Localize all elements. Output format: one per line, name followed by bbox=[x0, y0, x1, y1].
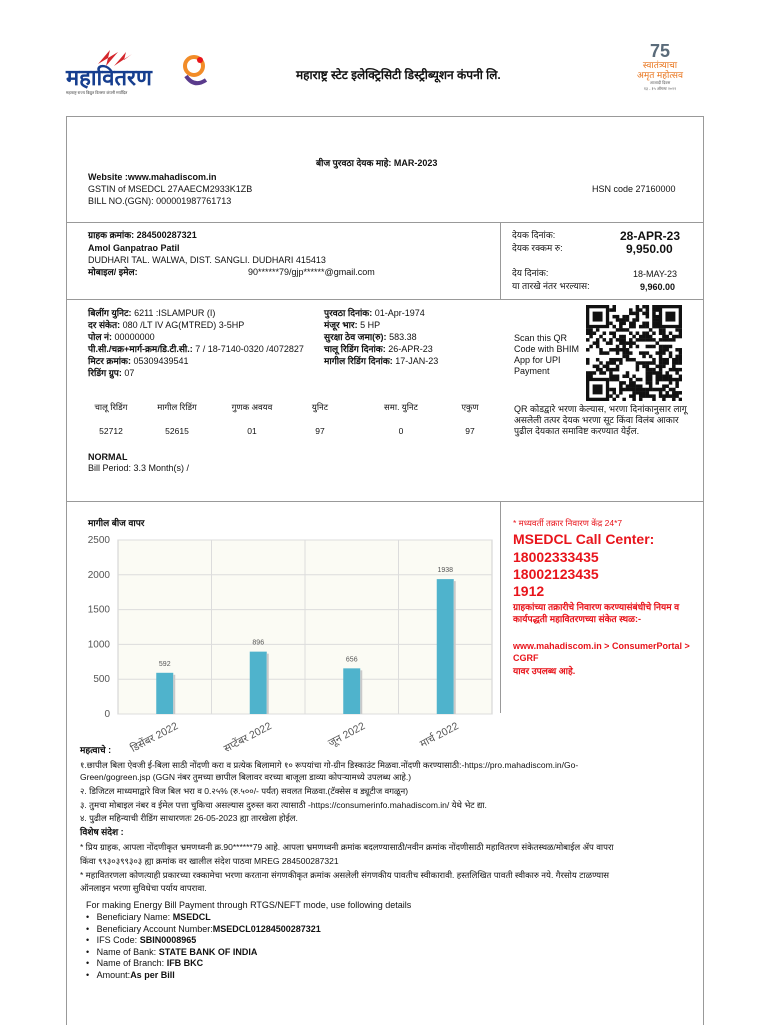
y-tick-label: 0 bbox=[104, 709, 110, 720]
important-line: Green/gogreen.jsp (GGN नंबर तुमच्या छापील बिलावर वरच्या बाजूला डाव्या कोपऱ्यामध्ये उपलब्ध आहे.) bbox=[80, 772, 412, 782]
bill-amount-label: देयक रक्कम रु: bbox=[512, 243, 563, 253]
consumption-chart bbox=[76, 530, 496, 756]
mahavitaran-logo bbox=[66, 40, 226, 100]
data-label: 1938 bbox=[437, 567, 454, 575]
reading-value: 01 bbox=[247, 426, 257, 436]
bill-title: बीज पुरवठा देयक माहे: MAR-2023 bbox=[316, 158, 438, 168]
hsn-code: HSN code 27160000 bbox=[592, 184, 676, 194]
list-item: • Name of Branch: IFB BKC bbox=[86, 958, 204, 968]
y-tick-label: 2000 bbox=[87, 569, 110, 581]
website: Website :www.mahadiscom.in bbox=[88, 172, 217, 182]
data-label: 896 bbox=[252, 639, 265, 647]
readings-table bbox=[80, 402, 500, 446]
upi-qr-code-icon[interactable] bbox=[586, 305, 682, 401]
sanctioned-load: मंजूर भार: 5 HP bbox=[324, 320, 381, 330]
reading-header: मागील रिडिंग bbox=[157, 402, 197, 412]
mobile-label: मोबाइल/ इमेल: bbox=[88, 267, 138, 277]
divider bbox=[500, 222, 501, 299]
reading-group: रिडिंग ग्रुप: 07 bbox=[88, 368, 135, 378]
grievance-rules-text: ग्राहकांच्या तक्रारीचे निवारण करण्यासंबंधीचे नियम व कार्यपद्धती महावितरणच्या संकेत स्थळ:- bbox=[513, 602, 680, 624]
available-text: यावर उपलब्ध आहे. bbox=[513, 666, 576, 676]
list-item: • Beneficiary Name: MSEDCL bbox=[86, 912, 211, 922]
divider bbox=[66, 222, 703, 223]
bar-shadow bbox=[173, 675, 175, 714]
amrit-line-3: आजादी दिवस bbox=[649, 80, 671, 85]
bar bbox=[343, 668, 360, 714]
header bbox=[0, 0, 768, 116]
current-reading-date: चालू रिडिंग दिनांक: 26-APR-23 bbox=[324, 344, 433, 354]
bar bbox=[437, 579, 454, 714]
logo-tagline: महाराष्ट्र राज्य विद्युत वितरण कंपनी मर्यादित bbox=[66, 90, 128, 95]
reading-header: चालू रिडिंग bbox=[94, 402, 128, 412]
bar-shadow bbox=[267, 654, 269, 714]
chart-title: मागील बीज वापर bbox=[88, 518, 145, 528]
y-tick-label: 500 bbox=[93, 674, 110, 686]
amrit-line-1: स्वातंत्र्याचा bbox=[642, 60, 678, 70]
callcenter-number[interactable]: 1912 bbox=[513, 583, 545, 599]
x-tick-label: सप्टेंबर 2022 bbox=[221, 720, 274, 756]
reading-value: 97 bbox=[315, 426, 325, 436]
special-heading: विशेष संदेश : bbox=[80, 827, 124, 837]
important-line: ४. पुढील महिन्याची रीडिंग साधारणतः 26-05-2023 ह्या तारखेला होईल. bbox=[80, 813, 298, 823]
bill-date: 28-APR-23 bbox=[620, 229, 681, 243]
supply-date: पुरवठा दिनांक: 01-Apr-1974 bbox=[324, 308, 425, 318]
bill-date-label: देयक दिनांक: bbox=[512, 230, 556, 240]
list-item: • Beneficiary Account Number:MSEDCL01284500287321 bbox=[86, 923, 321, 934]
rtgs-intro: For making Energy Bill Payment through RTGS/NEFT mode, use following details bbox=[86, 900, 412, 910]
billing-unit: बिलींग युनिट: 6211 :ISLAMPUR (I) bbox=[88, 308, 216, 318]
special-line: किंवा ९९३०३९९३०३ ह्या क्रमांक वर खालील संदेश पाठवा MREG 284500287321 bbox=[80, 856, 339, 866]
reading-header: युनिट bbox=[311, 402, 329, 412]
due-date-label: देय दिनांक: bbox=[512, 268, 549, 278]
amrit-line-4: १३ - १५ ऑगस्ट २०२२ bbox=[643, 86, 677, 91]
grievance-note: * मध्यवर्ती तक्रार निवारण केंद्र 24*7 bbox=[513, 518, 623, 528]
bar-shadow bbox=[454, 581, 456, 714]
special-line: ऑनलाइन भरणा सुविधेचा पर्याय वापरावा. bbox=[80, 883, 207, 893]
bill-number: BILL NO.(GGN): 000001987761713 bbox=[88, 196, 232, 206]
after-due-amount: 9,960.00 bbox=[640, 282, 676, 292]
reading-status: NORMAL bbox=[88, 452, 128, 462]
x-tick-label: मार्च 2022 bbox=[417, 720, 461, 751]
previous-reading-date: मागील रिडिंग दिनांक: 17-JAN-23 bbox=[324, 356, 439, 366]
logo-text: महावितरण bbox=[66, 65, 152, 90]
bar bbox=[250, 652, 267, 714]
list-item: • Amount:As per Bill bbox=[86, 969, 175, 980]
divider bbox=[500, 501, 501, 713]
divider bbox=[66, 299, 703, 300]
consumer-number: ग्राहक क्रमांक: 284500287321 bbox=[88, 230, 197, 240]
pc-route-dtc: पी.सी./चक्र+मार्ग-क्रम/डि.टी.सी.: 7 / 18-7140-0320 /4072827 bbox=[88, 344, 304, 354]
data-label: 592 bbox=[158, 660, 171, 668]
important-line: ३. तुमचा मोबाइल नंबर व ईमेल पत्ता चुकिचा असल्यास दुरुस्त करा त्यासाठी -https://consumerinfo.mahadiscom.in/ येथे भेट द्या. bbox=[80, 800, 487, 810]
callcenter-title: MSEDCL Call Center: bbox=[513, 531, 655, 547]
mobile-value: 90******79/gjp******@gmail.com bbox=[248, 267, 375, 277]
reading-value: 52712 bbox=[99, 426, 123, 436]
gstin: GSTIN of MSEDCL 27AAECM2933K1ZB bbox=[88, 184, 253, 194]
amrit-mahotsav-logo bbox=[620, 42, 700, 102]
consumer-name: Amol Ganpatrao Patil bbox=[88, 243, 180, 253]
special-line: * प्रिय ग्राहक, आपला नोंदणीकृत भ्रमणध्वनी क्र.90******79 आहे. आपला भ्रमणध्वनी क्रमांक बदलण्यासाठी/नवीन क्रमांक नोंदणीसाठी महावितरण संकेतस्थळ/मोबाईल ॲप वापरा bbox=[80, 842, 614, 852]
x-tick-label: डिसेंबर 2022 bbox=[128, 720, 181, 756]
security-deposit: सुरक्षा ठेव जमा(रु): 583.38 bbox=[324, 332, 417, 342]
important-line: २. डिजिटल माध्यमाद्वारे विज बिल भरा व 0.२५% (रु.५००/- पर्यंत) सवलत मिळवा.(टॅक्सेस व ड्यूटीज वगळून) bbox=[80, 786, 409, 796]
reading-value: 52615 bbox=[165, 426, 189, 436]
divider bbox=[66, 501, 703, 502]
qr-scan-text: Scan this QR Code with BHIM App for UPI Payment bbox=[514, 333, 580, 376]
cgrf-link[interactable]: www.mahadiscom.in > ConsumerPortal > CGRF bbox=[513, 641, 690, 663]
bill-period: Bill Period: 3.3 Month(s) / bbox=[88, 463, 190, 473]
qr-note: QR कोडद्वारे भरणा केल्यास, भरणा दिनांकानुसार लागू असलेली तत्पर देयक भरणा सूट किंवा विलंब आकार पुढील देयकात समाविष्ट करण्यात येईल. bbox=[514, 404, 687, 436]
important-line: १.छापील बिला ऐवजी ई-बिला साठी नोंदणी करा व प्रत्येक बिलामागे १० रूपयांचा गो-ग्रीन डिस्काउंट मिळवा.नोंदणी करण्यासाठी:-https://pro.mahadiscom.in/Go- bbox=[80, 760, 579, 770]
special-line: * महावितरणला कोणत्याही प्रकारच्या रक्कामेचा भरणा करताना संगणकीकृत क्रमांक असलेली संगणकीय पावतीच स्वीकारावी. हस्तलिखित पावती स्वीकारु नये. गैरसोय टाळण्यास bbox=[80, 870, 610, 880]
consumer-address: DUDHARI TAL. WALWA, DIST. SANGLI. DUDHARI 415413 bbox=[88, 255, 326, 265]
reading-value: 97 bbox=[465, 426, 475, 436]
bar-shadow bbox=[360, 670, 362, 714]
important-heading: महत्वाचे : bbox=[80, 745, 112, 755]
bar bbox=[156, 673, 173, 714]
tariff-code: दर संकेत: 080 /LT IV AG(MTRED) 3-5HP bbox=[88, 320, 245, 330]
pole-number: पोल नं: 00000000 bbox=[88, 332, 155, 342]
callcenter-number[interactable]: 18002333435 bbox=[513, 549, 599, 565]
after-due-label: या तारखे नंतर भरल्यास: bbox=[512, 281, 590, 291]
seventy-five-icon: 75 bbox=[649, 41, 671, 61]
list-item: • IFS Code: SBIN0008965 bbox=[86, 935, 197, 945]
y-tick-label: 2500 bbox=[87, 535, 110, 546]
due-date: 18-MAY-23 bbox=[633, 269, 678, 279]
bill-amount: 9,950.00 bbox=[626, 242, 673, 256]
reading-header: समा. युनिट bbox=[384, 402, 418, 412]
reading-header: एकुण bbox=[461, 402, 479, 412]
list-item: • Name of Bank: STATE BANK OF INDIA bbox=[86, 946, 258, 957]
reading-header: गुणक अवयव bbox=[231, 402, 273, 412]
x-tick-label: जून 2022 bbox=[326, 720, 368, 750]
data-label: 656 bbox=[345, 656, 358, 664]
y-tick-label: 1500 bbox=[87, 604, 110, 616]
company-name: महाराष्ट्र स्टेट इलेक्ट्रिसिटी डिस्ट्रीब्यूशन कंपनी लि. bbox=[296, 68, 501, 82]
meter-number: मिटर क्रमांक: 05309439541 bbox=[88, 356, 189, 366]
callcenter-number[interactable]: 18002123435 bbox=[513, 566, 599, 582]
dhyan-logo-icon bbox=[180, 54, 210, 90]
amrit-line-2: अमृत महोत्सव bbox=[636, 70, 684, 80]
y-tick-label: 1000 bbox=[87, 639, 110, 651]
reading-value: 0 bbox=[398, 426, 404, 436]
